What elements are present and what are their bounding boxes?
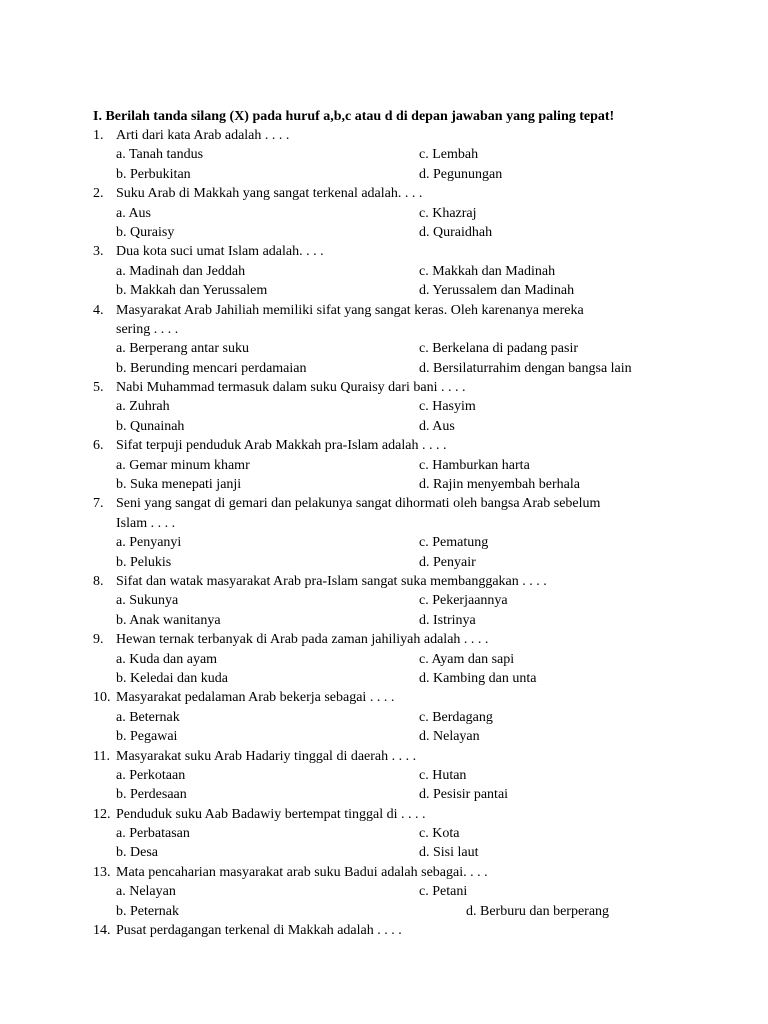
answer-option: c. Khazraj bbox=[419, 205, 477, 221]
answer-option: a. Perbatasan bbox=[116, 826, 190, 842]
question-line bbox=[93, 126, 693, 145]
question-line bbox=[93, 805, 693, 824]
question-line bbox=[93, 630, 693, 649]
option-row bbox=[93, 145, 693, 164]
option-row bbox=[93, 611, 693, 630]
question-item bbox=[93, 242, 693, 300]
question-item bbox=[93, 688, 693, 746]
option-row bbox=[93, 456, 693, 475]
question-item bbox=[93, 436, 693, 494]
option-row bbox=[93, 902, 693, 921]
question-line bbox=[93, 514, 693, 533]
answer-option: d. Nelayan bbox=[419, 729, 480, 745]
question-line bbox=[93, 378, 693, 397]
answer-option: a. Penyanyi bbox=[116, 535, 182, 551]
question-text: Pusat perdagangan terkenal di Makkah adalah . . . . bbox=[116, 923, 402, 939]
question-text: Penduduk suku Aab Badawiy bertempat tinggal di . . . . bbox=[116, 806, 426, 822]
answer-option: c. Petani bbox=[419, 884, 468, 900]
option-row bbox=[93, 417, 693, 436]
option-row bbox=[93, 591, 693, 610]
question-line bbox=[93, 494, 693, 513]
option-row bbox=[93, 785, 693, 804]
question-text: Sifat dan watak masyarakat Arab pra-Islam sangat suka membanggakan . . . . bbox=[116, 573, 547, 589]
option-row bbox=[93, 766, 693, 785]
answer-option: c. Kota bbox=[419, 826, 460, 842]
question-item bbox=[93, 630, 693, 688]
question-item bbox=[93, 378, 693, 436]
answer-option: b. Perbukitan bbox=[116, 166, 191, 182]
option-row bbox=[93, 204, 693, 223]
question-number: 3. bbox=[93, 244, 104, 260]
question-line bbox=[93, 863, 693, 882]
option-row bbox=[93, 553, 693, 572]
answer-option: d. Berburu dan berperang bbox=[466, 903, 610, 919]
answer-option: d. Aus bbox=[419, 418, 455, 434]
answer-option: b. Perdesaan bbox=[116, 787, 187, 803]
answer-option: a. Tanah tandus bbox=[116, 147, 204, 163]
answer-option: c. Pekerjaannya bbox=[419, 593, 508, 609]
question-number: 1. bbox=[93, 128, 104, 143]
question-text: Seni yang sangat di gemari dan pelakunya sangat dihormati oleh bangsa Arab sebelum bbox=[116, 496, 601, 512]
question-number: 14. bbox=[93, 923, 111, 939]
answer-option: d. Quraidhah bbox=[419, 224, 493, 240]
answer-option: a. Kuda dan ayam bbox=[116, 651, 218, 667]
question-number: 4. bbox=[93, 302, 104, 318]
answer-option: a. Sukunya bbox=[116, 593, 179, 609]
question-text: Arti dari kata Arab adalah . . . . bbox=[116, 128, 290, 143]
question-text: Mata pencaharian masyarakat arab suku Badui adalah sebagai. . . . bbox=[116, 864, 488, 880]
question-item bbox=[93, 301, 693, 379]
answer-option: c. Ayam dan sapi bbox=[419, 651, 515, 667]
answer-option: d. Pegunungan bbox=[419, 166, 503, 182]
answer-option: a. Perkotaan bbox=[116, 767, 186, 783]
question-item bbox=[93, 494, 693, 572]
answer-option: c. Lembah bbox=[419, 147, 479, 163]
question-number: 7. bbox=[93, 496, 104, 512]
answer-option: c. Pematung bbox=[419, 535, 489, 551]
question-line bbox=[93, 301, 693, 320]
answer-option: d. Penyair bbox=[419, 554, 476, 570]
option-row bbox=[93, 339, 693, 358]
question-number: 9. bbox=[93, 632, 104, 648]
question-line bbox=[93, 688, 693, 707]
answer-option: b. Keledai dan kuda bbox=[116, 670, 228, 686]
answer-option: a. Beternak bbox=[116, 709, 180, 725]
answer-option: b. Quraisy bbox=[116, 224, 175, 240]
option-row bbox=[93, 708, 693, 727]
option-row bbox=[93, 223, 693, 242]
option-row bbox=[93, 281, 693, 300]
question-text: Masyarakat pedalaman Arab bekerja sebagai . . . . bbox=[116, 690, 395, 706]
option-row bbox=[93, 165, 693, 184]
answer-option: b. Pegawai bbox=[116, 729, 178, 745]
question-line bbox=[93, 320, 693, 339]
answer-option: b. Desa bbox=[116, 845, 158, 861]
question-line bbox=[93, 184, 693, 203]
question-list bbox=[93, 126, 693, 940]
answer-option: d. Bersilaturrahim dengan bangsa lain bbox=[419, 360, 632, 376]
option-row bbox=[93, 397, 693, 416]
option-row bbox=[93, 533, 693, 552]
answer-option: d. Istrinya bbox=[419, 612, 476, 628]
option-row bbox=[93, 359, 693, 378]
question-item bbox=[93, 126, 693, 184]
question-text: Nabi Muhammad termasuk dalam suku Quraisy dari bani . . . . bbox=[116, 380, 466, 396]
answer-option: b. Suka menepati janji bbox=[116, 477, 242, 493]
option-row bbox=[93, 650, 693, 669]
question-item bbox=[93, 921, 693, 940]
question-number: 12. bbox=[93, 806, 111, 822]
question-text: Masyarakat Arab Jahiliah memiliki sifat yang sangat keras. Oleh karenanya mereka bbox=[116, 302, 584, 318]
answer-option: d. Pesisir pantai bbox=[419, 787, 509, 803]
question-number: 11. bbox=[93, 748, 110, 764]
answer-option: a. Madinah dan Jeddah bbox=[116, 263, 246, 279]
question-number: 5. bbox=[93, 380, 104, 396]
answer-option: a. Nelayan bbox=[116, 884, 176, 900]
answer-option: c. Hutan bbox=[419, 767, 467, 783]
question-item bbox=[93, 805, 693, 863]
option-row bbox=[93, 669, 693, 688]
question-text: Sifat terpuji penduduk Arab Makkah pra-Islam adalah . . . . bbox=[116, 438, 447, 454]
question-line bbox=[93, 921, 693, 940]
answer-option: d. Sisi laut bbox=[419, 845, 479, 861]
question-text: Hewan ternak terbanyak di Arab pada zaman jahiliyah adalah . . . . bbox=[116, 632, 489, 648]
question-number: 13. bbox=[93, 864, 111, 880]
answer-option: d. Yerussalem dan Madinah bbox=[419, 283, 575, 299]
answer-option: d. Kambing dan unta bbox=[419, 670, 537, 686]
answer-option: b. Qunainah bbox=[116, 418, 185, 434]
answer-option: c. Berdagang bbox=[419, 709, 493, 725]
option-row bbox=[93, 262, 693, 281]
question-text: Suku Arab di Makkah yang sangat terkenal adalah. . . . bbox=[116, 186, 423, 202]
option-row bbox=[93, 824, 693, 843]
answer-option: c. Makkah dan Madinah bbox=[419, 263, 556, 279]
question-number: 10. bbox=[93, 690, 111, 706]
question-line bbox=[93, 436, 693, 455]
option-row bbox=[93, 843, 693, 862]
question-text: Islam . . . . bbox=[116, 515, 176, 531]
answer-option: a. Aus bbox=[116, 205, 151, 221]
answer-option: c. Hasyim bbox=[419, 399, 476, 415]
option-row bbox=[93, 727, 693, 746]
answer-option: b. Berunding mencari perdamaian bbox=[116, 360, 307, 376]
question-number: 8. bbox=[93, 573, 104, 589]
answer-option: d. Rajin menyembah berhala bbox=[419, 477, 580, 493]
answer-option: b. Peternak bbox=[116, 903, 179, 919]
question-line bbox=[93, 242, 693, 261]
answer-option: c. Berkelana di padang pasir bbox=[419, 341, 578, 357]
answer-option: b. Makkah dan Yerussalem bbox=[116, 283, 268, 299]
question-text: Dua kota suci umat Islam adalah. . . . bbox=[116, 244, 324, 260]
question-text: sering . . . . bbox=[116, 321, 179, 337]
answer-option: b. Anak wanitanya bbox=[116, 612, 221, 628]
section-heading: I. Berilah tanda silang (X) pada huruf a,b,c atau d di depan jawaban yang paling tepat! bbox=[93, 109, 615, 124]
answer-option: a. Zuhrah bbox=[116, 399, 170, 415]
question-number: 2. bbox=[93, 186, 104, 202]
question-line bbox=[93, 572, 693, 591]
question-item bbox=[93, 572, 693, 630]
question-line bbox=[93, 747, 693, 766]
question-number: 6. bbox=[93, 438, 104, 454]
option-row bbox=[93, 882, 693, 901]
question-item bbox=[93, 184, 693, 242]
answer-option: a. Gemar minum khamr bbox=[116, 457, 250, 473]
answer-option: b. Pelukis bbox=[116, 554, 172, 570]
question-text: Masyarakat suku Arab Hadariy tinggal di daerah . . . . bbox=[116, 748, 417, 764]
answer-option: c. Hamburkan harta bbox=[419, 457, 530, 473]
question-item bbox=[93, 747, 693, 805]
option-row bbox=[93, 475, 693, 494]
answer-option: a. Berperang antar suku bbox=[116, 341, 249, 357]
question-item bbox=[93, 863, 693, 921]
